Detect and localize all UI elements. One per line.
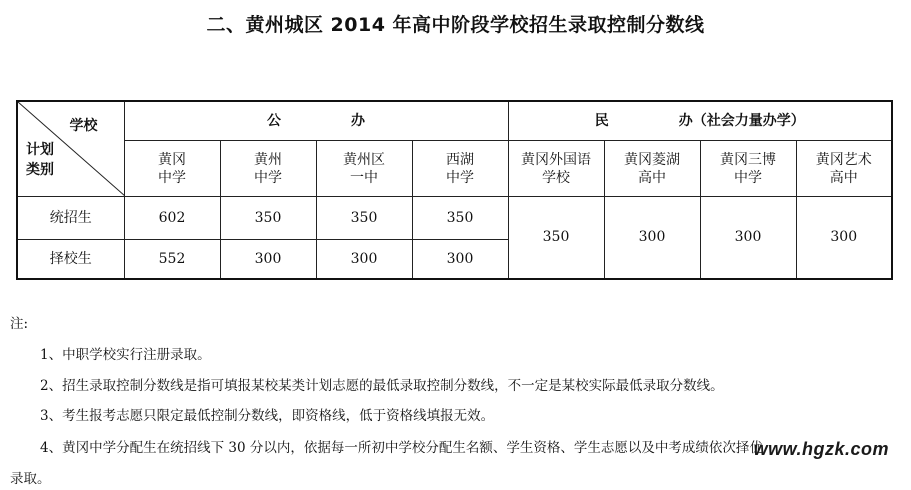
note-item: 2、招生录取控制分数线是指可填报某校某类计划志愿的最低录取控制分数线，不一定是某校实际最低录取分数线。 (40, 378, 724, 394)
note-item: 4、黄冈中学分配生在统招线下 30 分以内，依据每一所初中学校分配生名额、学生资格、学生志愿以及中考成绩依次择优 (40, 440, 763, 456)
score-cell: 300 (220, 240, 316, 279)
group-public-header: 公 办 (124, 101, 508, 141)
score-cell: 300 (316, 240, 412, 279)
row-label: 统招生 (17, 197, 124, 240)
school-header: 黄冈艺术 高中 (796, 141, 892, 197)
score-cell: 552 (124, 240, 220, 279)
score-cell-merged: 300 (796, 197, 892, 279)
corner-header-cell (17, 101, 124, 197)
score-cell-merged: 300 (604, 197, 700, 279)
score-cell: 350 (412, 197, 508, 240)
score-cell-merged: 300 (700, 197, 796, 279)
school-header: 黄州 中学 (220, 141, 316, 197)
watermark: www.hgzk.com (753, 439, 889, 459)
note-item-continuation: 录取。 (10, 471, 51, 487)
school-header: 黄州区 一中 (316, 141, 412, 197)
school-header: 黄冈菱湖 高中 (604, 141, 700, 197)
school-header: 黄冈外国语 学校 (508, 141, 604, 197)
score-cell: 602 (124, 197, 220, 240)
school-header: 黄冈 中学 (124, 141, 220, 197)
school-header: 西湖 中学 (412, 141, 508, 197)
score-cell-merged: 350 (508, 197, 604, 279)
note-item: 1、中职学校实行注册录取。 (40, 347, 211, 363)
corner-school-label: 学校 (69, 118, 98, 134)
school-header: 黄冈三博 中学 (700, 141, 796, 197)
row-label: 择校生 (17, 240, 124, 279)
score-cell: 350 (316, 197, 412, 240)
notes-heading: 注: (10, 316, 29, 332)
page-title: 二、黄州城区 2014 年高中阶段学校招生录取控制分数线 (206, 14, 705, 36)
corner-category-label: 计划 类别 (26, 142, 54, 178)
score-table (16, 100, 893, 280)
score-cell: 350 (220, 197, 316, 240)
note-item: 3、考生报考志愿只限定最低控制分数线，即资格线，低于资格线填报无效。 (40, 408, 495, 424)
group-private-header: 民 办（社会力量办学） (508, 101, 892, 141)
score-cell: 300 (412, 240, 508, 279)
